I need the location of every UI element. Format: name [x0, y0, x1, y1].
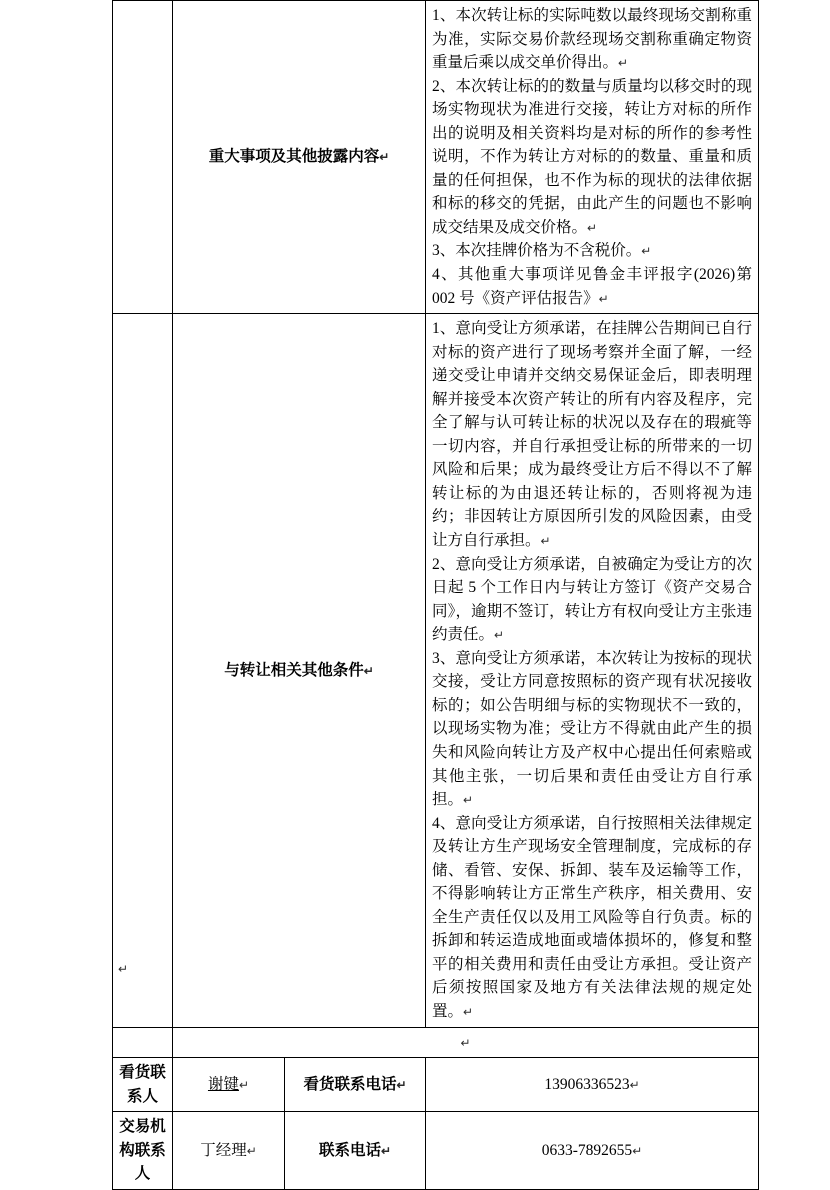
paragraph [432, 812, 752, 1024]
pilcrow-icon: ↵ [463, 1004, 474, 1019]
pilcrow-icon: ↵ [396, 1077, 407, 1092]
agency-contact-name-text: 丁经理 [200, 1141, 247, 1159]
pilcrow-icon: ↵ [540, 534, 551, 549]
major-matters-content [426, 1, 759, 314]
agency-phone-value [426, 1112, 759, 1190]
table-row [113, 1112, 759, 1190]
agency-phone-label [285, 1112, 426, 1190]
paragraph-text: 1、意向受让方须承诺，在挂牌公告期间已自行对标的资产进行了现场考察并全面了解，一经递交受让申请并交纳交易保证金后，即表明理解并接受本次资产转让的所有内容及程序，完全了解与认可转让标的状况以及存在的瑕疵等一切内容，并自行承担受让标的所带来的一切风险和后果；成为最终受让方后不得以不了解转让标的为由退还转让标的，否则将视为违约；非因转让方原因所引发的风险因素，由受让方自行承担。 [432, 320, 753, 550]
viewing-contact-label [113, 1058, 173, 1112]
agency-phone-label-text: 联系电话 [318, 1141, 381, 1159]
viewing-phone-value [426, 1058, 759, 1112]
agency-contact-label-text: 交易机构联系人 [119, 1118, 166, 1183]
agency-contact-label [113, 1112, 173, 1190]
other-conditions-label [173, 314, 426, 1027]
pilcrow-icon: ↵ [632, 1143, 643, 1158]
other-conditions-content [426, 314, 759, 1027]
table-empty-row [113, 1027, 759, 1058]
pilcrow-icon: ↵ [363, 663, 374, 678]
viewing-contact-label-text: 看货联系人 [119, 1064, 166, 1105]
major-matters-label-text: 重大事项及其他披露内容 [208, 148, 380, 166]
pilcrow-icon: ↵ [238, 1077, 250, 1092]
pilcrow-icon: ↵ [379, 150, 390, 165]
viewing-phone-text: 13906336523 [544, 1075, 630, 1093]
row-spacer-cell [113, 314, 173, 1027]
viewing-contact-name-text: 谢键 [207, 1075, 239, 1093]
paragraph [432, 317, 752, 552]
paragraph-text: 1、本次转让标的实际吨数以最终现场交割称重为准，实际交易价款经现场交割称重确定物资重量后乘以成交单价得出。 [432, 7, 753, 72]
pilcrow-icon: ↵ [118, 962, 129, 976]
trailing-paragraph-mark [118, 962, 128, 978]
row-spacer-cell [113, 1027, 173, 1058]
agency-phone-text: 0633-7892655 [541, 1141, 633, 1159]
paragraph-text: 2、意向受让方须承诺，自被确定为受让方的次日起 5 个工作日内与转让方签订《资产交易合同》，逾期不签订，转让方有权向受让方主张违约责任。 [432, 555, 753, 644]
viewing-contact-name [173, 1058, 285, 1112]
disclosure-table [112, 0, 759, 1190]
empty-cell [173, 1027, 759, 1058]
other-conditions-label-text: 与转让相关其他条件 [224, 661, 364, 679]
viewing-phone-label [285, 1058, 426, 1112]
paragraph [432, 553, 752, 647]
paragraph [432, 263, 752, 310]
table-row [113, 314, 759, 1027]
pilcrow-icon: ↵ [598, 291, 609, 306]
paragraph [432, 4, 752, 75]
table-row [113, 1, 759, 314]
pilcrow-icon: ↵ [494, 628, 505, 643]
pilcrow-icon: ↵ [618, 56, 629, 71]
agency-contact-name [173, 1112, 285, 1190]
paragraph [432, 75, 752, 240]
pilcrow-icon: ↵ [463, 793, 474, 808]
pilcrow-icon: ↵ [380, 1143, 392, 1158]
row-spacer-cell [113, 1, 173, 314]
paragraph [432, 239, 752, 263]
table-row [113, 1058, 759, 1112]
major-matters-label [173, 1, 426, 314]
paragraph-text: 3、本次挂牌价格为不含税价。 [432, 242, 642, 260]
paragraph [432, 647, 752, 812]
pilcrow-icon: ↵ [460, 1035, 471, 1050]
paragraph-text: 3、意向受让方须承诺，本次转让为按标的现状交接，受让方同意按照标的资产现有状况接收标的；如公告明细与标的实物现状不一致的，以现场实物为准；受让方不得就由此产生的损失和风险向转让方及产权中心提出任何索赔或其他主张，一切后果和责任由受让方自行承担。 [432, 649, 753, 809]
paragraph-text: 2、本次转让标的的数量与质量均以移交时的现场实物现状为准进行交接，转让方对标的所作出的说明及相关资料均是对标的所作的参考性说明，不作为转让方对标的的数量、重量和质量的任何担保，也不作为标的现状的法律依据和标的移交的凭据，由此产生的问题也不影响成交结果及成交价格。 [432, 77, 753, 236]
viewing-phone-label-text: 看货联系电话 [303, 1075, 397, 1093]
paragraph-text: 4、意向受让方须承诺，自行按照相关法律规定及转让方生产现场安全管理制度，完成标的存储、看管、安保、拆卸、装车及运输等工作，不得影响转让方正常生产秩序，相关费用、安全生产责任仅以及用工风险等自行负责。标的拆卸和转运造成地面或墙体损坏的，修复和整平的相关费用和责任由受让方承担。受让资产后须按照国家及地方有关法律法规的规定处置。 [432, 814, 753, 1020]
pilcrow-icon: ↵ [587, 220, 598, 235]
paragraph-text: 4、其他重大事项详见鲁金丰评报字(2026)第 002 号《资产评估报告》 [432, 266, 753, 307]
pilcrow-icon: ↵ [641, 244, 652, 259]
pilcrow-icon: ↵ [629, 1077, 640, 1092]
pilcrow-icon: ↵ [246, 1143, 257, 1158]
